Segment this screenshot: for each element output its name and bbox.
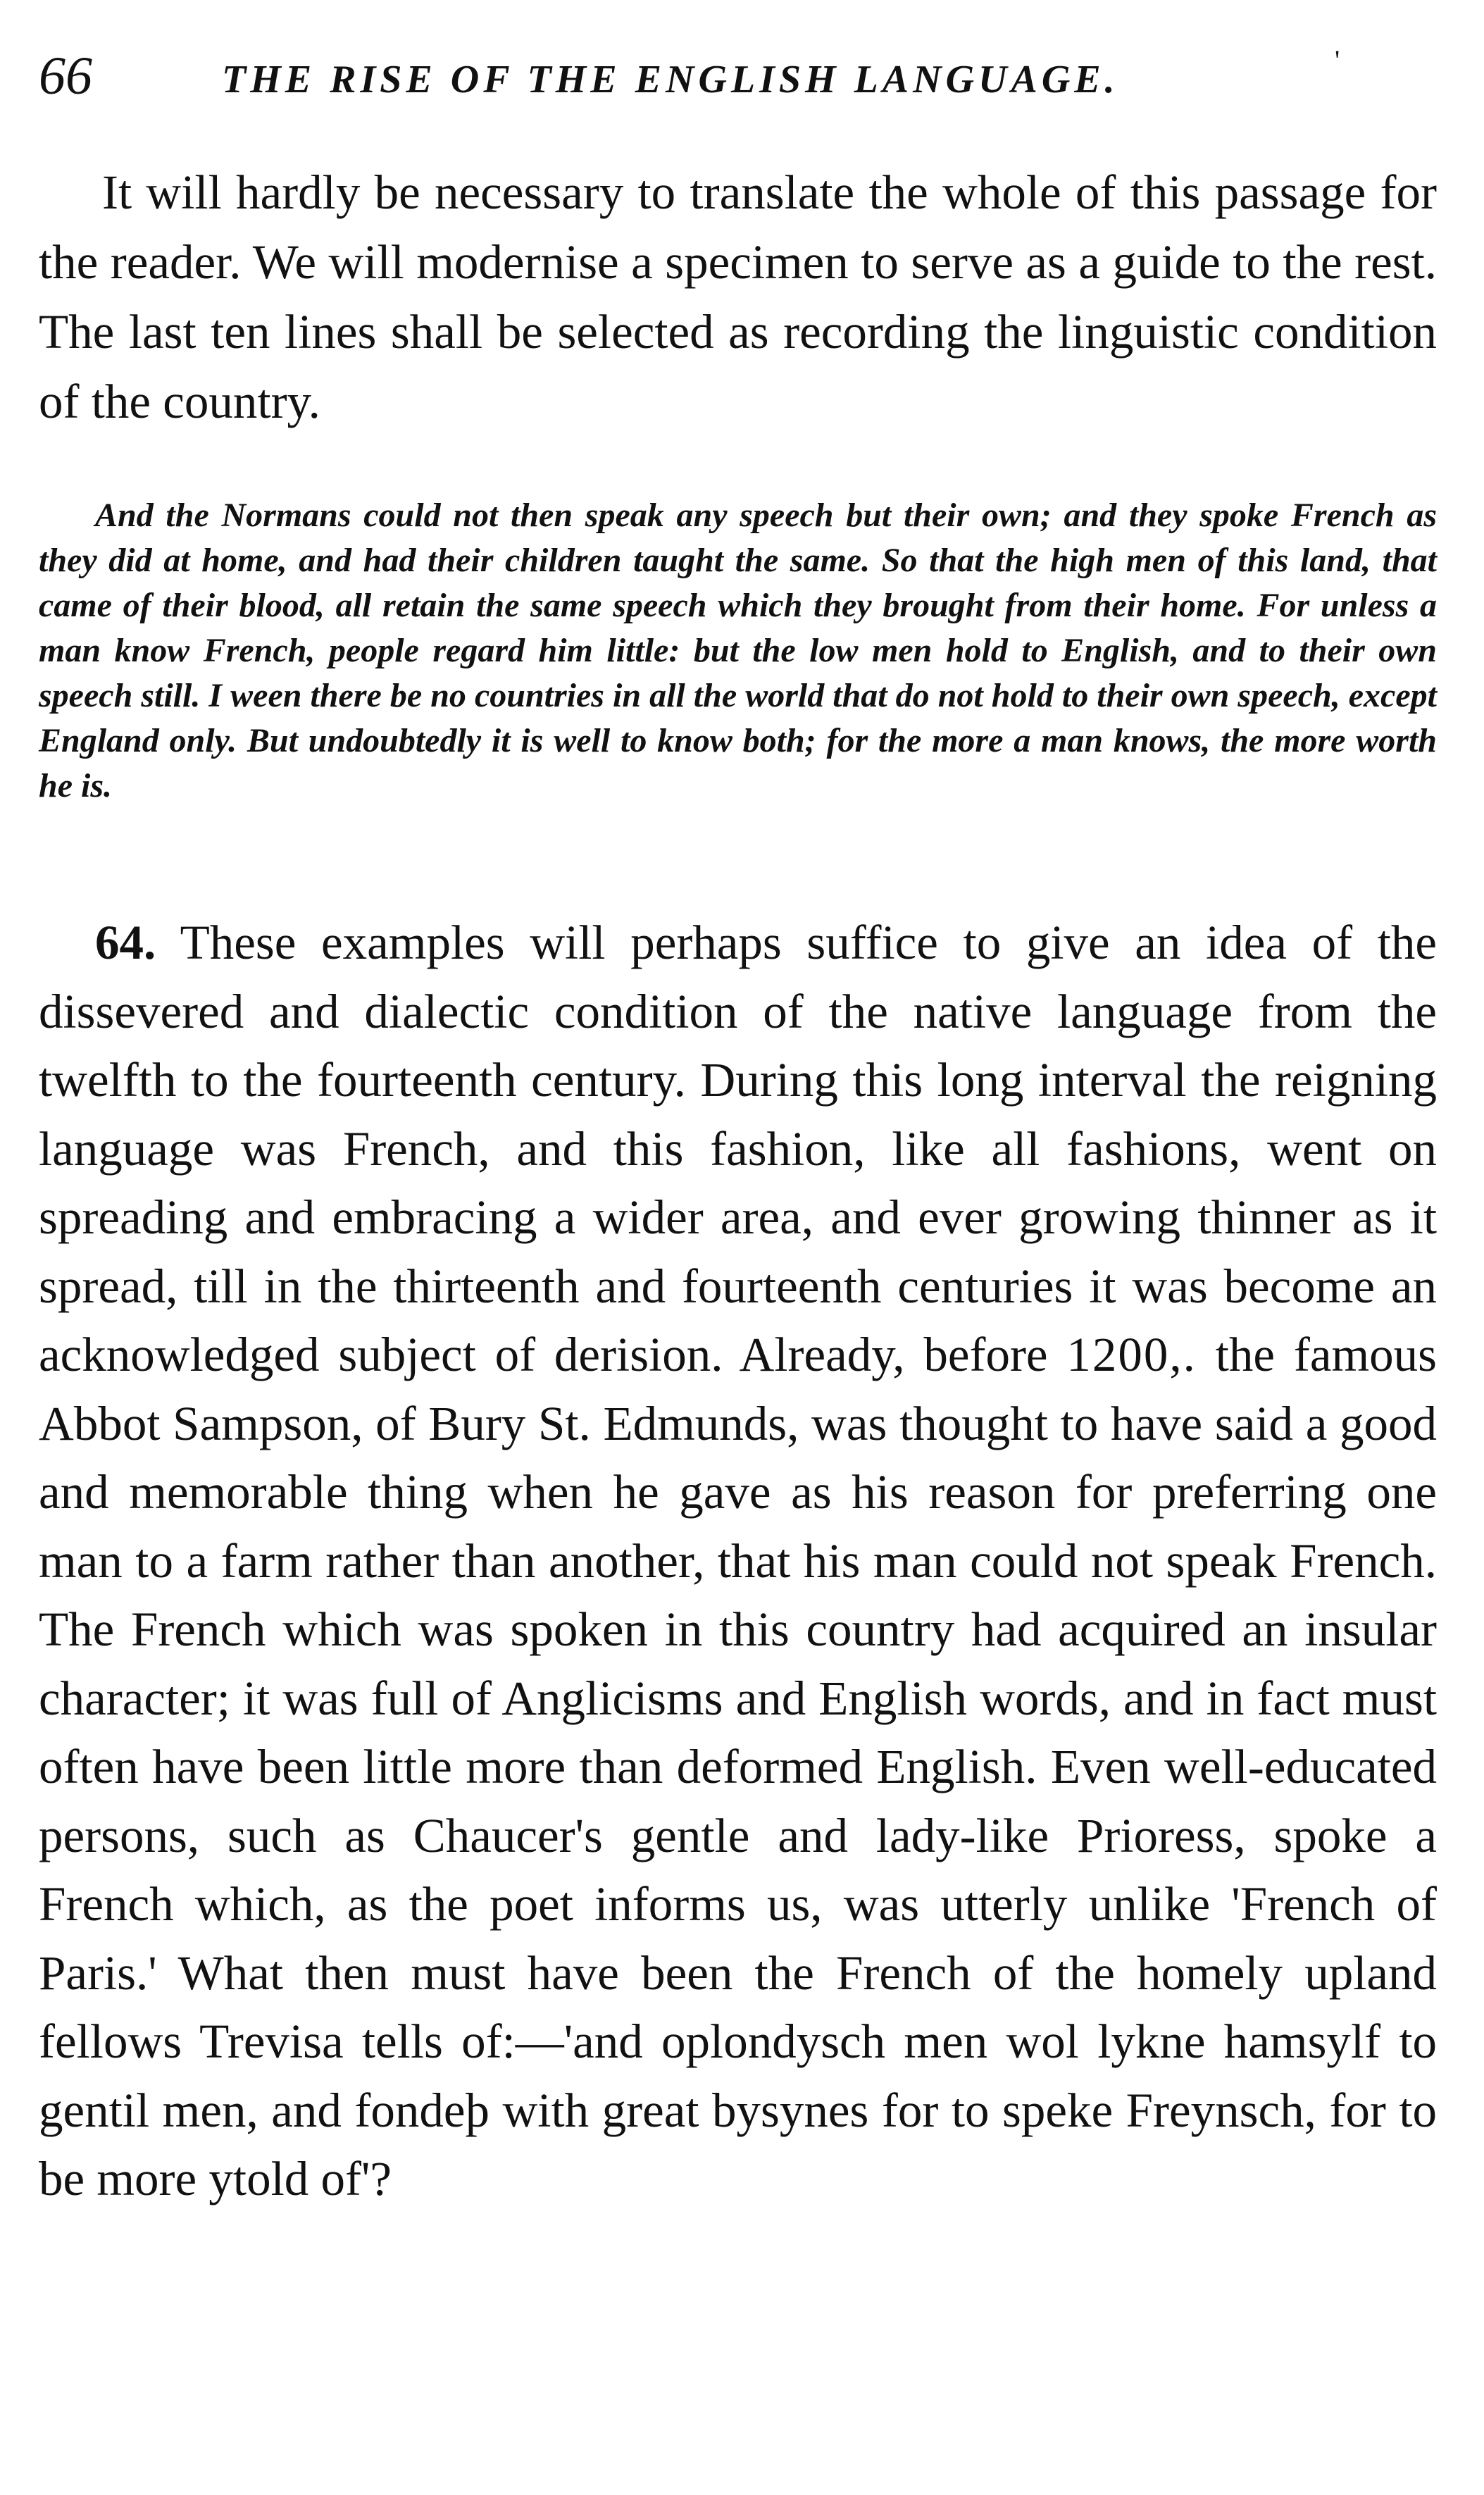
section-text-part-2: the famous Abbot Sampson, of Bury St. Edmunds, was thought to have said a good and memorable thing when he gave as his reason for preferring one man to a farm rather than another, that his man could not speak French. The French which was spoken in this country had acquired an insular character; it was full of Anglicisms and English words, and in fact must often have been little more than deformed English. Even well-educated persons, such as Chaucer's gentle and lady-like Prioress, spoke a French which, as the poet informs us, was utterly unlike 'French of Paris.' What then must have been the French of the homely upland fellows Trevisa tells of:—'and oplondysch men wol lykne hamsylf to gentil men, and fondeþ with great bysynes for to speke Freynsch, for to be more ytold of'? — [39, 1328, 1438, 2205]
section-year: 1200,. — [1066, 1328, 1197, 1381]
intro-paragraph: It will hardly be necessary to translate the whole of this passage for the reader. We will modernise a specimen to serve as a guide to the rest. The last ten lines shall be selected as recording the linguistic condition of the country. — [39, 166, 1437, 428]
running-head — [39, 41, 1437, 118]
stray-mark: ' — [1335, 44, 1340, 76]
intro-paragraph-block — [39, 158, 1437, 437]
translated-quotation: And the Normans could not then speak any speech but their own; and they spoke French as they did at home, and had their children taught the same. So that the high men of this land, that came of their blood, all retain the same speech which they brought from their home. For unless a man know French, people regard him little: but the low men hold to English, and to their own speech still. I ween there be no countries in all the world that do not hold to their own speech, except England only. But undoubtedly it is well to know both; for the more a man knows, the more worth he is. — [39, 497, 1437, 804]
section-64 — [39, 909, 1437, 2214]
page-number: 66 — [39, 46, 92, 106]
translated-quotation-block — [39, 493, 1437, 809]
running-title: THE RISE OF THE ENGLISH LANGUAGE. — [222, 58, 1119, 101]
section-paragraph — [39, 909, 1437, 2214]
section-number: 64. — [95, 916, 156, 969]
section-text-part-1: These examples will perhaps suffice to give an idea of the dissevered and dialectic condition of the native language from the twelfth to the fourteenth century. During this long interval the reigning language was French, and this fashion, like all fashions, went on spreading and embracing a wider area, and ever growing thinner as it spread, till in the thirteenth and fourteenth centuries it was become an acknowledged subject of derision. Already, before — [39, 916, 1437, 1381]
